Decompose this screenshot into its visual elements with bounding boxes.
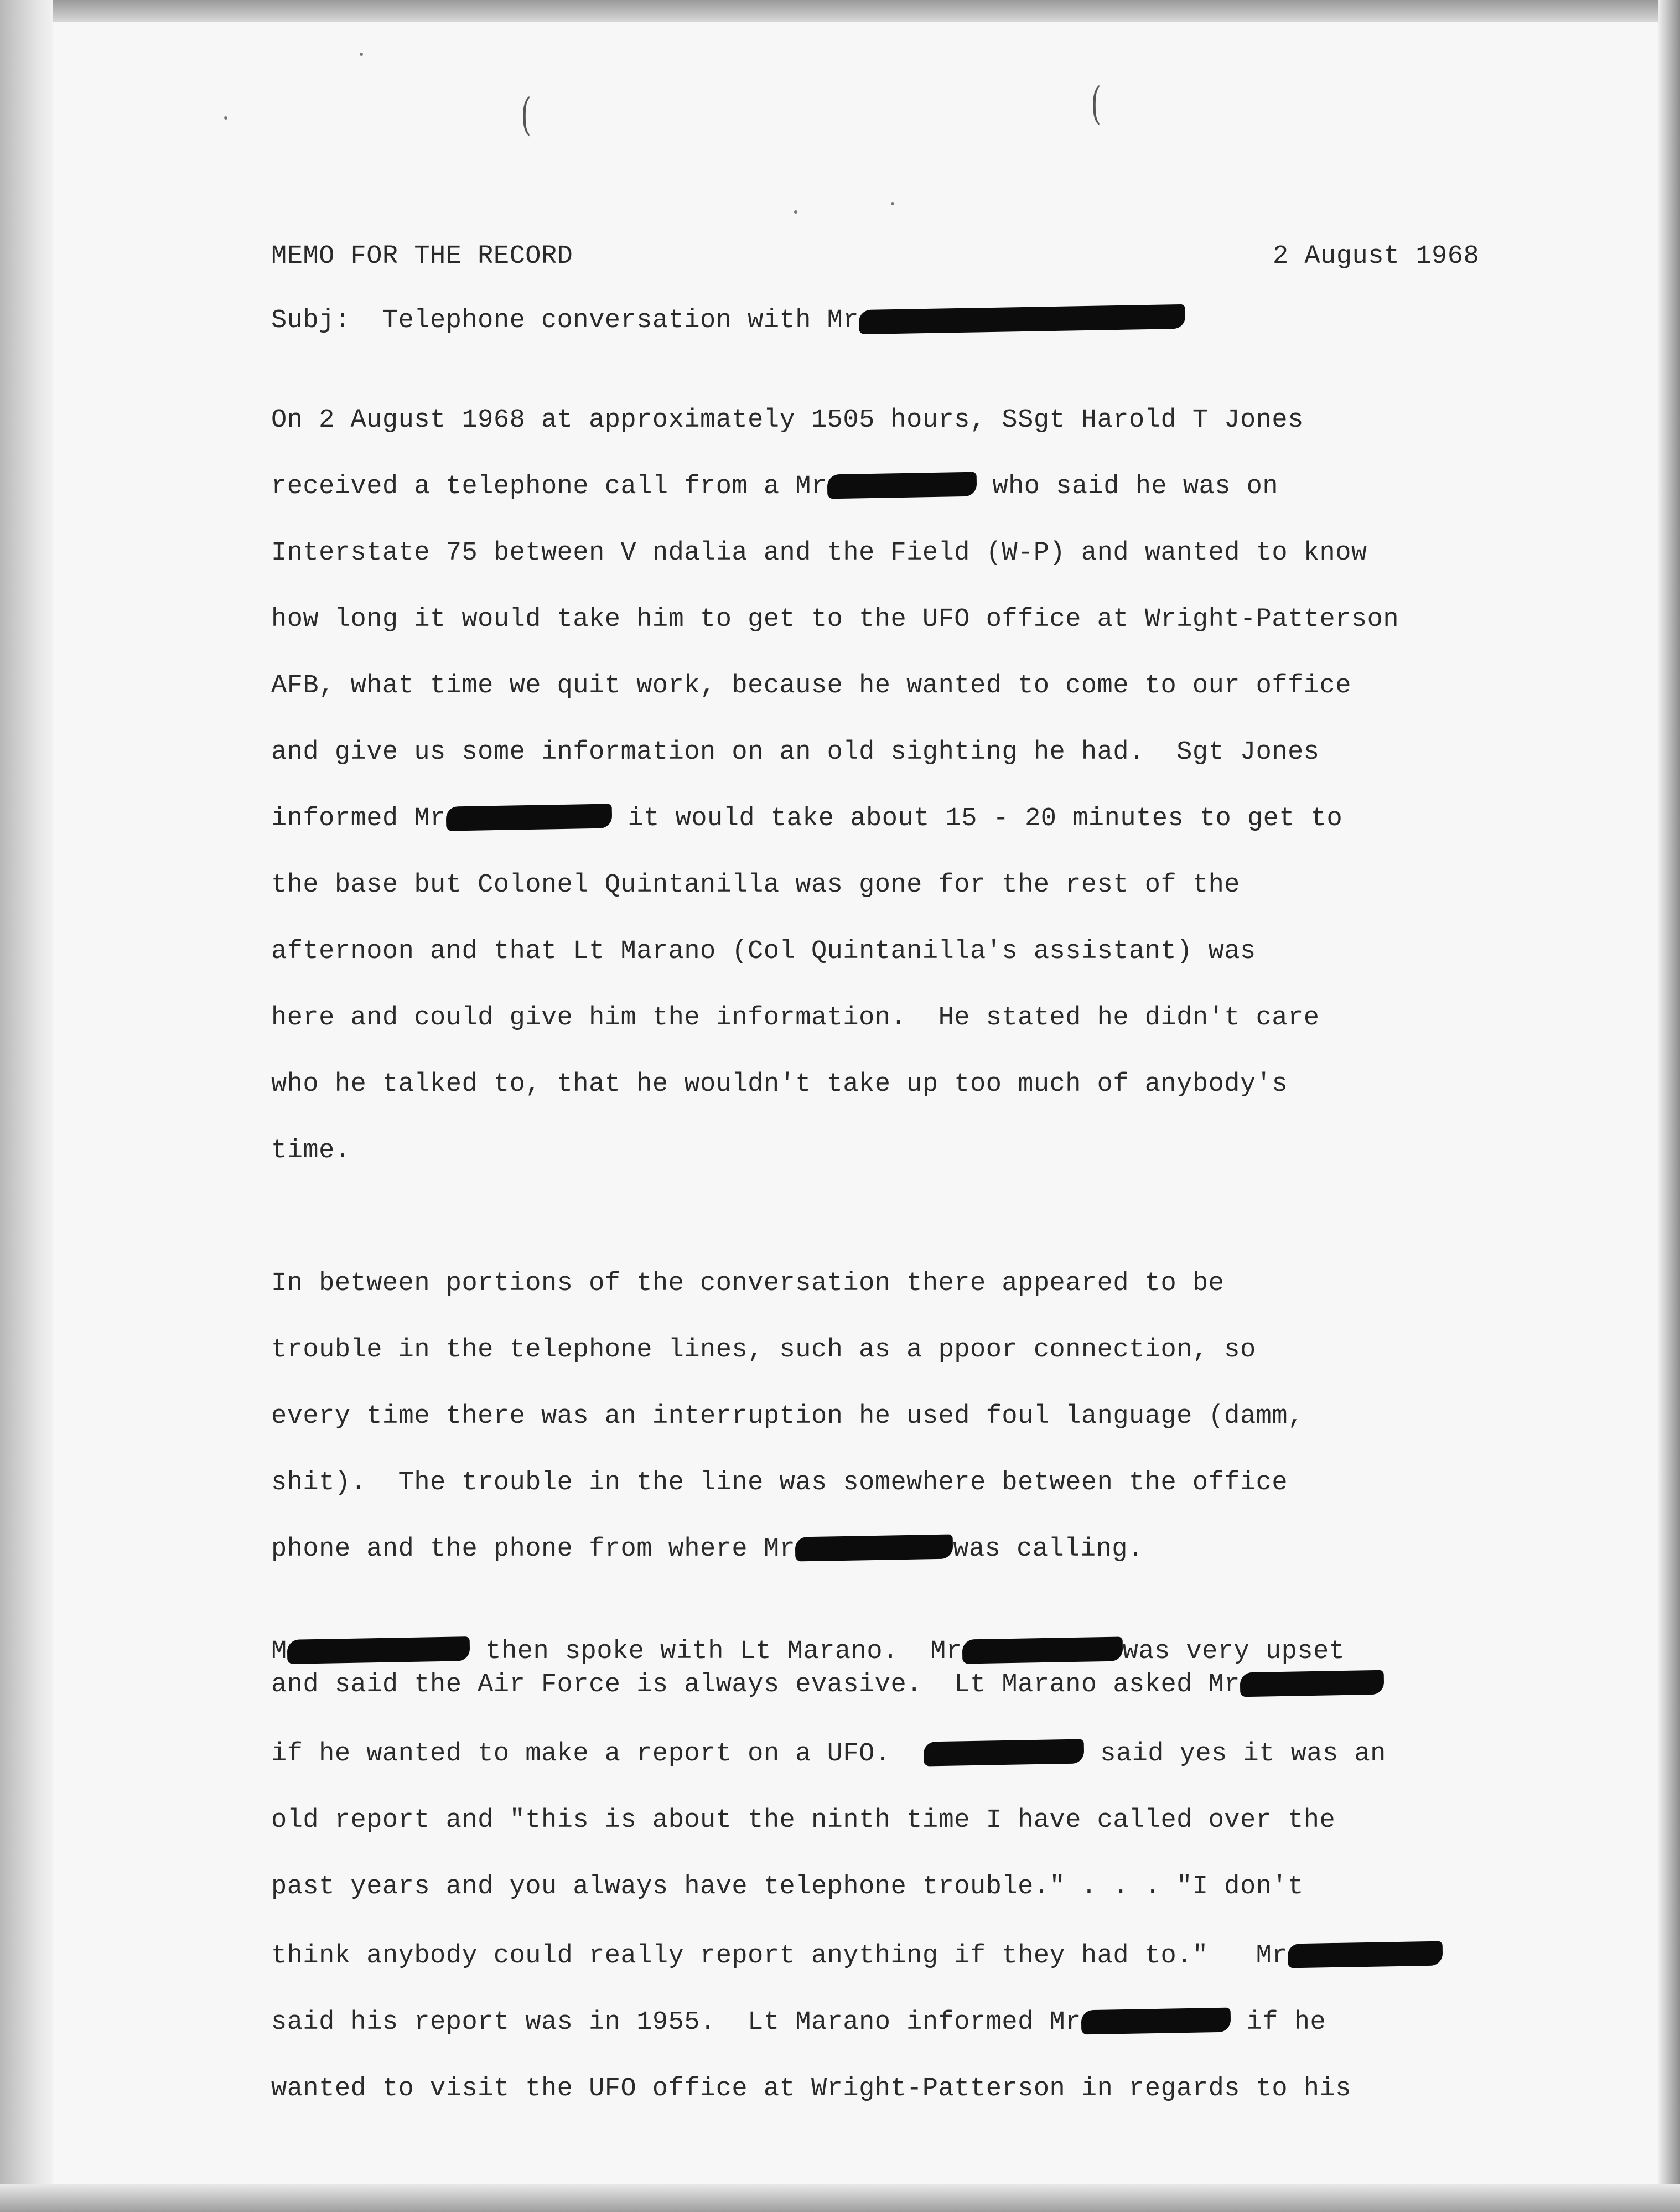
redaction-mark xyxy=(795,1535,953,1562)
text-segment: said his report was in 1955. Lt Marano informed Mr xyxy=(271,2008,1081,2037)
memo-subject xyxy=(271,304,1185,338)
paragraph-2-line-1: In between portions of the conversation there appeared to be xyxy=(271,1269,1225,1298)
paragraph-3-line-7 xyxy=(271,2006,1326,2039)
text-segment: who said he was on xyxy=(976,472,1279,501)
paragraph-1-line-6: and give us some information on an old sighting he had. Sgt Jones xyxy=(271,738,1320,767)
paragraph-3-line-1 xyxy=(271,1635,1345,1669)
paragraph-1-line-10: here and could give him the information. He stated he didn't care xyxy=(271,1003,1320,1033)
scan-border-right xyxy=(1658,0,1680,2212)
subject-text: Subj: Telephone conversation with Mr xyxy=(271,306,859,335)
text-segment: phone and the phone from where Mr xyxy=(271,1535,796,1564)
paragraph-2-line-2: trouble in the telephone lines, such as a ppoor connection, so xyxy=(271,1335,1256,1365)
paragraph-1-line-12: time. xyxy=(271,1136,351,1165)
punch-mark-left: ( xyxy=(521,89,531,140)
text-segment: think anybody could really report anything if they had to." Mr xyxy=(271,1941,1288,1971)
redaction-mark xyxy=(962,1636,1123,1664)
scan-speck xyxy=(360,53,363,56)
text-segment: informed Mr xyxy=(271,804,446,833)
paragraph-3-line-8: wanted to visit the UFO office at Wright-Patterson in regards to his xyxy=(271,2074,1351,2104)
text-segment: if he wanted to make a report on a UFO. xyxy=(271,1739,891,1769)
redaction-mark xyxy=(827,472,977,499)
paragraph-1-line-3: Interstate 75 between V ndalia and the Field (W-P) and wanted to know xyxy=(271,538,1367,568)
redaction-mark xyxy=(924,1739,1085,1766)
redaction-mark xyxy=(1081,2008,1231,2035)
scan-speck xyxy=(891,202,894,205)
redaction-mark xyxy=(1288,1941,1443,1968)
paragraph-1-line-1: On 2 August 1968 at approximately 1505 hours, SSgt Harold T Jones xyxy=(271,406,1304,435)
scan-border-bottom xyxy=(0,2184,1680,2212)
paragraph-3-line-4: old report and "this is about the ninth time I have called over the xyxy=(271,1806,1336,1835)
text-segment: if he xyxy=(1230,2008,1326,2037)
text-segment: then spoke with Lt Marano. Mr xyxy=(469,1637,962,1666)
paragraph-1-line-8: the base but Colonel Quintanilla was gone for the rest of the xyxy=(271,871,1240,900)
paragraph-3-line-3 xyxy=(271,1738,1386,1771)
text-segment: received a telephone call from a Mr xyxy=(271,472,827,501)
paragraph-2-line-3: every time there was an interruption he used foul language (damm, xyxy=(271,1402,1304,1431)
text-segment: and said the Air Force is always evasive. Lt Marano asked Mr xyxy=(271,1670,1240,1700)
redaction-mark xyxy=(1240,1670,1385,1697)
paragraph-1-line-9: afternoon and that Lt Marano (Col Quintanilla's assistant) was xyxy=(271,937,1256,966)
text-segment: it would take about 15 - 20 minutes to get to xyxy=(611,804,1343,833)
paragraph-1-line-2 xyxy=(271,470,1278,504)
scan-speck xyxy=(224,116,227,120)
redaction-mark xyxy=(287,1636,470,1664)
paragraph-2-line-4: shit). The trouble in the line was somewhere between the office xyxy=(271,1468,1288,1498)
text-segment: said yes it was an xyxy=(1084,1739,1386,1769)
redaction-mark xyxy=(445,804,612,831)
paragraph-1-line-5: AFB, what time we quit work, because he wanted to come to our office xyxy=(271,671,1351,701)
redaction-mark xyxy=(859,304,1186,334)
memo-title: MEMO FOR THE RECORD xyxy=(271,242,573,271)
scan-border-top xyxy=(0,0,1680,22)
paragraph-3-line-2 xyxy=(271,1669,1384,1702)
paragraph-1-line-4: how long it would take him to get to the UFO office at Wright-Patterson xyxy=(271,605,1399,634)
text-segment: M xyxy=(271,1637,287,1666)
paragraph-3-line-6 xyxy=(271,1940,1443,1973)
paragraph-3-line-5: past years and you always have telephone trouble." . . . "I don't xyxy=(271,1872,1304,1902)
text-segment: was calling. xyxy=(953,1535,1144,1564)
paragraph-2-line-5 xyxy=(271,1533,1144,1566)
text-segment: was very upset xyxy=(1122,1637,1345,1666)
paragraph-1-line-11: who he talked to, that he wouldn't take up too much of anybody's xyxy=(271,1070,1288,1099)
scan-speck xyxy=(794,210,797,214)
memo-date: 2 August 1968 xyxy=(1273,242,1480,271)
punch-mark-right: ( xyxy=(1091,77,1101,129)
scan-border-left xyxy=(0,0,53,2212)
paragraph-1-line-7 xyxy=(271,802,1342,836)
